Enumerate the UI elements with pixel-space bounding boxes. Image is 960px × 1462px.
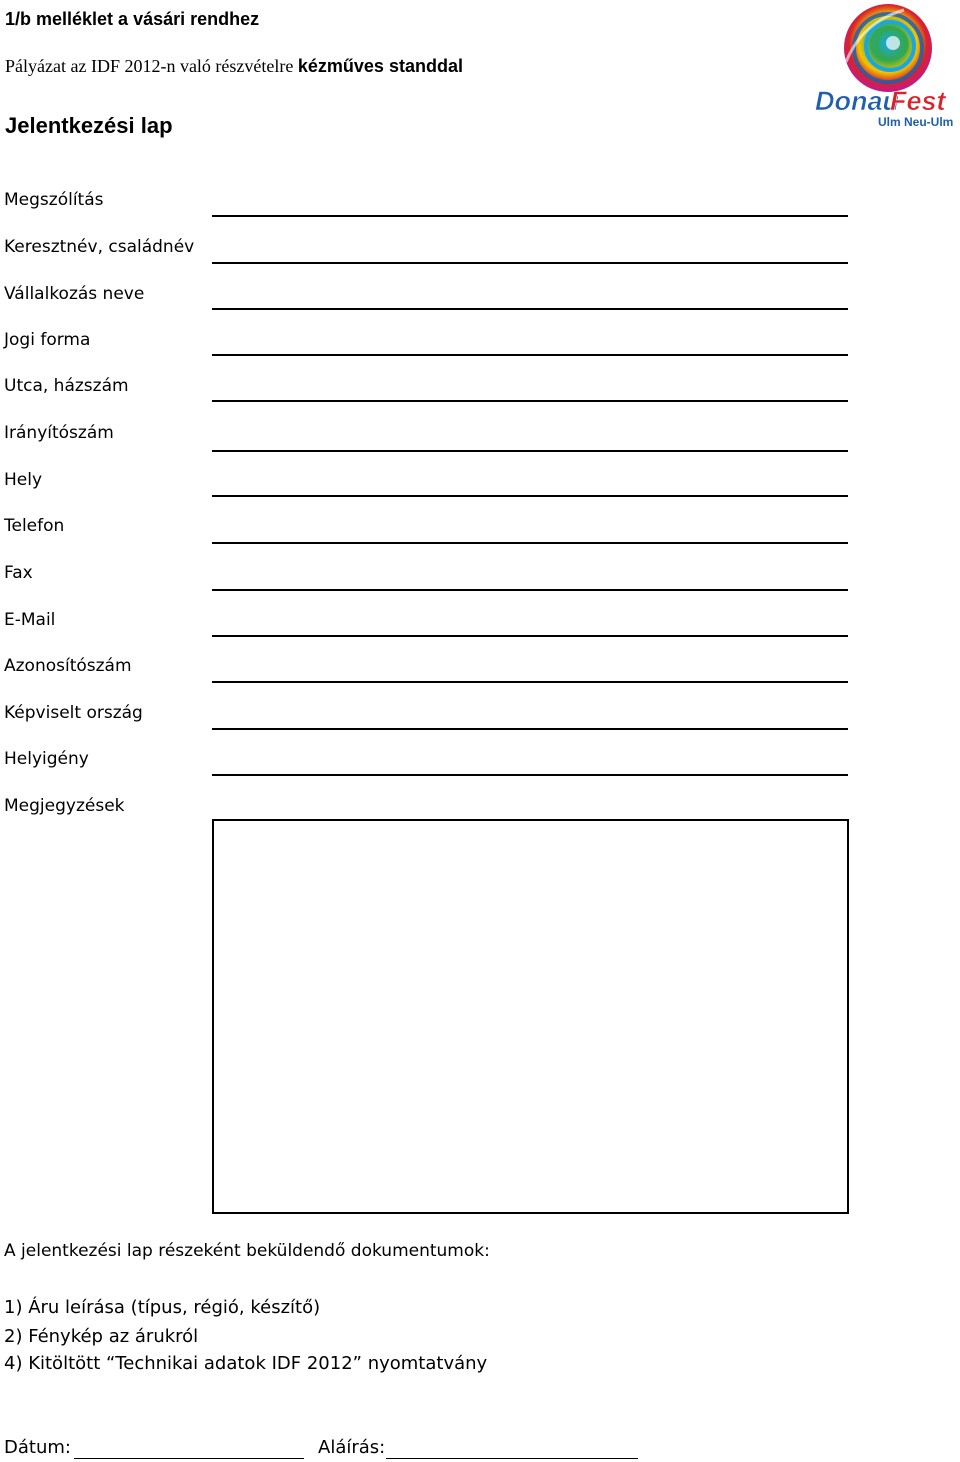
logo-brand-part1: Donau: [815, 86, 899, 116]
date-field[interactable]: [74, 1458, 304, 1459]
field-label: Azonosítószám: [4, 656, 132, 676]
field-label: Helyigény: [4, 749, 89, 769]
field-input-line[interactable]: [212, 774, 848, 776]
field-input-line[interactable]: [212, 728, 848, 730]
logo-brand-part2: Fest: [890, 86, 946, 116]
logo-tagline: Ulm Neu-Ulm: [878, 115, 954, 129]
field-input-line[interactable]: [212, 354, 848, 356]
subtitle: [5, 56, 463, 77]
notes-textarea[interactable]: [212, 819, 849, 1214]
field-label: Telefon: [4, 516, 65, 536]
field-input-line[interactable]: [212, 681, 848, 683]
field-label: Fax: [4, 563, 33, 583]
field-input-line[interactable]: [212, 400, 848, 402]
annex-title: 1/b melléklet a vásári rendhez: [5, 9, 260, 29]
field-label: Irányítószám: [4, 423, 114, 443]
field-label: Megszólítás: [4, 190, 104, 210]
field-input-line[interactable]: [212, 635, 848, 637]
field-label: Jogi forma: [4, 330, 91, 350]
spiral-logo-icon: [812, 2, 958, 132]
field-input-line[interactable]: [212, 450, 848, 452]
field-label: Hely: [4, 470, 43, 490]
documents-heading: A jelentkezési lap részeként beküldendő dokumentumok:: [4, 1241, 490, 1261]
field-input-line[interactable]: [212, 495, 848, 497]
field-input-line[interactable]: [212, 308, 848, 310]
field-label: Vállalkozás neve: [4, 284, 145, 304]
document-item: 4) Kitöltött “Technikai adatok IDF 2012” nyomtatvány: [4, 1353, 488, 1374]
date-label: Dátum:: [4, 1437, 71, 1458]
subtitle-prefix: Pályázat az IDF 2012-n való részvételre: [5, 56, 294, 76]
notes-label: Megjegyzések: [4, 796, 125, 816]
signature-field[interactable]: [386, 1458, 638, 1459]
field-label: Utca, házszám: [4, 376, 129, 396]
field-label: Képviselt ország: [4, 703, 143, 723]
document-item: 1) Áru leírása (típus, régió, készítő): [4, 1297, 321, 1318]
document-item: 2) Fénykép az árukról: [4, 1326, 199, 1347]
subtitle-bold: kézműves standdal: [297, 56, 463, 76]
field-input-line[interactable]: [212, 262, 848, 264]
form-title: Jelentkezési lap: [5, 113, 173, 138]
field-label: E-Mail: [4, 610, 56, 630]
field-label: Keresztnév, családnév: [4, 237, 195, 257]
field-input-line[interactable]: [212, 589, 848, 591]
signature-label: Aláírás:: [318, 1437, 386, 1458]
donaufest-logo: [812, 2, 958, 132]
field-input-line[interactable]: [212, 542, 848, 544]
field-input-line[interactable]: [212, 215, 848, 217]
